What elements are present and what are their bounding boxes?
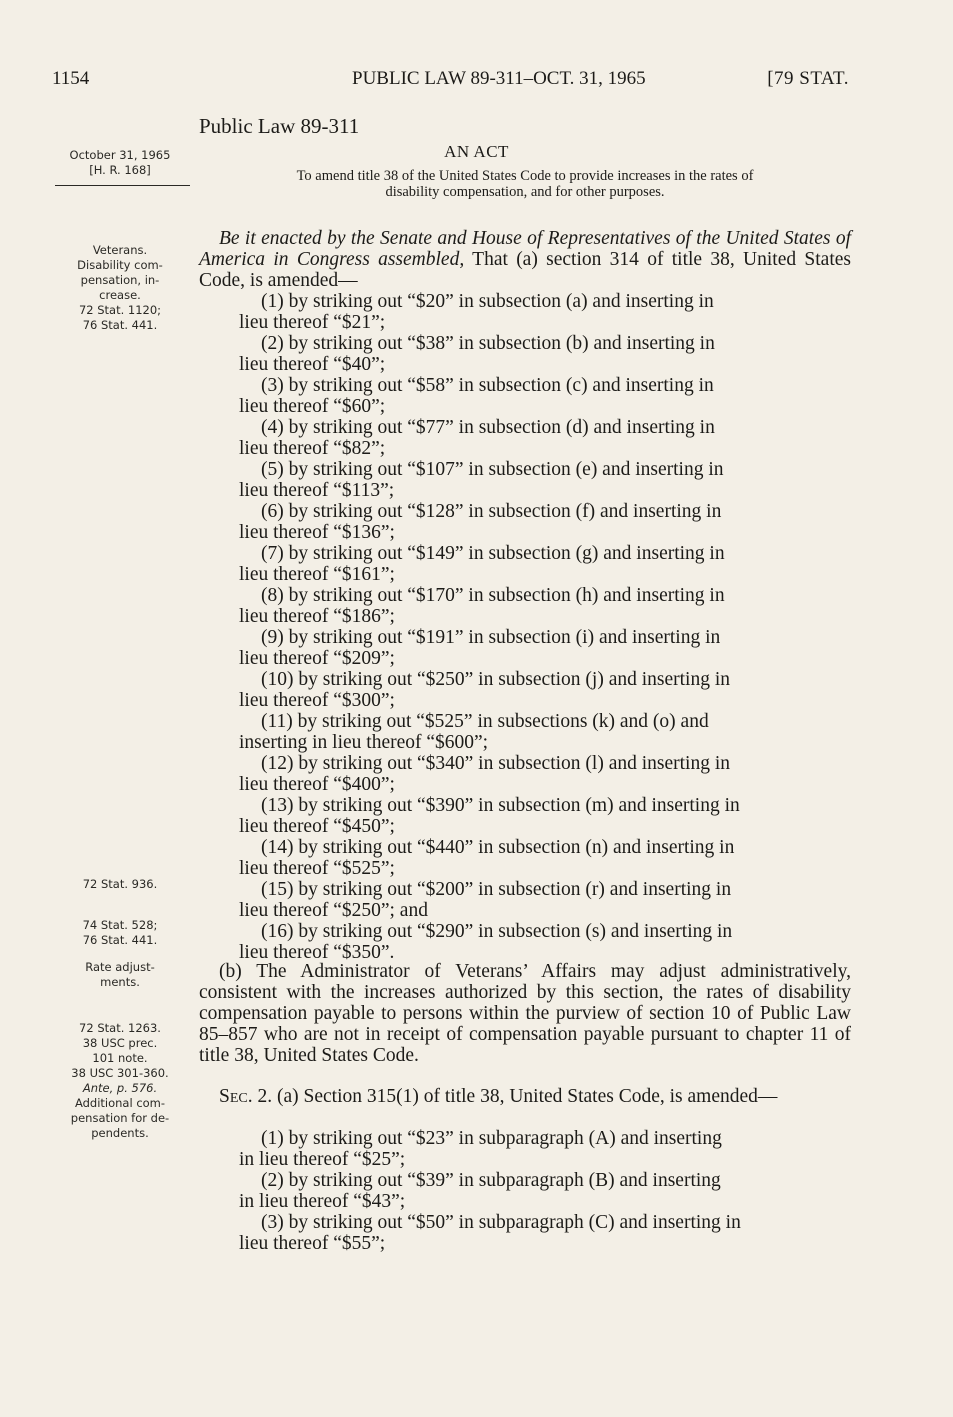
item-line: (8) by striking out “$170” in subsection (h) and inserting in bbox=[261, 585, 725, 606]
item-line: (14) by striking out “$440” in subsection (n) and inserting in bbox=[261, 837, 735, 858]
item-line: (12) by striking out “$340” in subsection (l) and inserting in bbox=[261, 753, 731, 774]
item-line: (13) by striking out “$390” in subsection (m) and inserting in bbox=[261, 795, 740, 816]
item-line: lieu thereof “$350”. bbox=[239, 942, 395, 963]
item-line: lieu thereof “$250”; and bbox=[239, 900, 428, 921]
item-line: (16) by striking out “$290” in subsection (s) and inserting in bbox=[261, 921, 733, 942]
volume-label: [79 STAT. bbox=[767, 68, 849, 89]
item-line: (3) by striking out “$50” in subparagraph (C) and inserting in bbox=[261, 1212, 741, 1233]
list-item bbox=[199, 669, 851, 711]
side-note-line: pensation for de- bbox=[70, 1111, 170, 1125]
list-item bbox=[199, 1170, 851, 1212]
item-line: lieu thereof “$60”; bbox=[239, 396, 386, 417]
section-1-items bbox=[199, 291, 851, 963]
purpose-line-1: To amend title 38 of the United States Code to provide increases in the rates of bbox=[296, 168, 754, 184]
item-line: lieu thereof “$525”; bbox=[239, 858, 395, 879]
item-line: in lieu thereof “$43”; bbox=[239, 1191, 406, 1212]
list-item bbox=[199, 753, 851, 795]
act-purpose bbox=[199, 168, 851, 200]
list-item bbox=[199, 585, 851, 627]
item-line: (9) by striking out “$191” in subsection (i) and inserting in bbox=[261, 627, 721, 648]
list-item bbox=[199, 417, 851, 459]
item-line: (2) by striking out “$38” in subsection (b) and inserting in bbox=[261, 333, 715, 354]
item-line: (2) by striking out “$39” in subparagraph (B) and inserting bbox=[261, 1170, 721, 1191]
section-2-intro bbox=[199, 1086, 851, 1107]
side-note-line: Veterans. bbox=[92, 243, 148, 257]
list-item bbox=[199, 795, 851, 837]
side-note-line: 72 Stat. 1263. bbox=[79, 1021, 161, 1035]
item-line: inserting in lieu thereof “$600”; bbox=[239, 732, 489, 753]
list-item bbox=[199, 375, 851, 417]
item-line: (3) by striking out “$58” in subsection (c) and inserting in bbox=[261, 375, 714, 396]
list-item bbox=[199, 543, 851, 585]
side-note-stat-936 bbox=[55, 877, 185, 892]
page-number: 1154 bbox=[52, 68, 90, 89]
item-line: lieu thereof “$450”; bbox=[239, 816, 395, 837]
margin-rule bbox=[55, 185, 190, 186]
side-note-line: 76 Stat. 441. bbox=[82, 933, 158, 947]
side-note-rate-adjustments bbox=[55, 960, 185, 990]
side-note-line: 72 Stat. 936. bbox=[82, 877, 158, 891]
list-item bbox=[199, 627, 851, 669]
side-note-line: Rate adjust- bbox=[85, 960, 155, 974]
item-line: (5) by striking out “$107” in subsection (e) and inserting in bbox=[261, 459, 724, 480]
side-note-line: Additional com- bbox=[74, 1096, 166, 1110]
side-note-line: 38 USC prec. bbox=[82, 1036, 158, 1050]
side-note-line: 74 Stat. 528; bbox=[82, 918, 158, 932]
item-line: lieu thereof “$161”; bbox=[239, 564, 395, 585]
list-item bbox=[199, 333, 851, 375]
item-line: lieu thereof “$21”; bbox=[239, 312, 386, 333]
item-line: lieu thereof “$136”; bbox=[239, 522, 395, 543]
list-item bbox=[199, 459, 851, 501]
paragraph-b bbox=[199, 961, 851, 1066]
side-note-line: Ante, p. 576. bbox=[82, 1081, 158, 1095]
item-line: lieu thereof “$300”; bbox=[239, 690, 395, 711]
enacting-clause bbox=[199, 228, 851, 291]
paragraph-b-text: (b) The Administrator of Veterans’ Affairs may adjust administratively, consistent with the increases authorized by this section, the rates of disability compensation payable to persons within the purview of section 10 of Public Law 85–857 who are not in receipt of compensation payable pursuant to chapter 11 of title 38, United States Code. bbox=[199, 961, 851, 1066]
margin-date: October 31, 1965 bbox=[69, 148, 171, 162]
side-note-usc bbox=[55, 1021, 185, 1141]
item-line: (1) by striking out “$23” in subparagraph (A) and inserting bbox=[261, 1128, 722, 1149]
item-line: lieu thereof “$400”; bbox=[239, 774, 395, 795]
item-line: (6) by striking out “$128” in subsection (f) and inserting in bbox=[261, 501, 722, 522]
section-2-items bbox=[199, 1128, 851, 1254]
running-title: PUBLIC LAW 89-311–OCT. 31, 1965 bbox=[352, 68, 646, 89]
section-2-text: (a) Section 315(1) of title 38, United States Code, is amended— bbox=[277, 1086, 778, 1107]
item-line: lieu thereof “$55”; bbox=[239, 1233, 386, 1254]
item-line: lieu thereof “$82”; bbox=[239, 438, 386, 459]
side-note-line: 38 USC 301-360. bbox=[71, 1066, 169, 1080]
item-line: lieu thereof “$209”; bbox=[239, 648, 395, 669]
purpose-line-2: disability compensation, and for other purposes. bbox=[385, 184, 665, 200]
enacting-rest: That (a) section 314 of title 38, United States Code, is amended— bbox=[199, 249, 851, 291]
side-note-line: pendents. bbox=[91, 1126, 149, 1140]
side-note-line: crease. bbox=[99, 288, 141, 302]
list-item bbox=[199, 291, 851, 333]
item-line: (7) by striking out “$149” in subsection (g) and inserting in bbox=[261, 543, 725, 564]
side-note-line: ments. bbox=[100, 975, 140, 989]
list-item bbox=[199, 1128, 851, 1170]
item-line: (1) by striking out “$20” in subsection (a) and inserting in bbox=[261, 291, 714, 312]
act-heading: AN ACT bbox=[444, 142, 509, 161]
list-item bbox=[199, 921, 851, 963]
side-note-stat-528 bbox=[55, 918, 185, 948]
list-item bbox=[199, 501, 851, 543]
enacting-italic: Be it enacted by the Senate and House of Representatives of the United States of America in Congress assembled, bbox=[199, 228, 851, 270]
item-line: in lieu thereof “$25”; bbox=[239, 1149, 406, 1170]
item-line: (15) by striking out “$200” in subsection (r) and inserting in bbox=[261, 879, 732, 900]
margin-bill: [H. R. 168] bbox=[89, 163, 151, 177]
list-item bbox=[199, 879, 851, 921]
side-note-line: Disability com- bbox=[77, 258, 163, 272]
section-2-label: Sec. 2. bbox=[219, 1086, 273, 1107]
list-item bbox=[199, 1212, 851, 1254]
list-item bbox=[199, 837, 851, 879]
item-line: lieu thereof “$40”; bbox=[239, 354, 386, 375]
item-line: lieu thereof “$113”; bbox=[239, 480, 395, 501]
side-note-veterans bbox=[55, 243, 185, 333]
item-line: (11) by striking out “$525” in subsections (k) and (o) and bbox=[261, 711, 709, 732]
item-line: lieu thereof “$186”; bbox=[239, 606, 395, 627]
item-line: (10) by striking out “$250” in subsection (j) and inserting in bbox=[261, 669, 731, 690]
list-item bbox=[199, 711, 851, 753]
side-note-line: 72 Stat. 1120; bbox=[78, 303, 162, 317]
item-line: (4) by striking out “$77” in subsection (d) and inserting in bbox=[261, 417, 715, 438]
public-law-label: Public Law 89-311 bbox=[199, 114, 360, 138]
side-note-line: pensation, in- bbox=[80, 273, 160, 287]
side-note-line: 101 note. bbox=[92, 1051, 148, 1065]
side-note-line: 76 Stat. 441. bbox=[82, 318, 158, 332]
